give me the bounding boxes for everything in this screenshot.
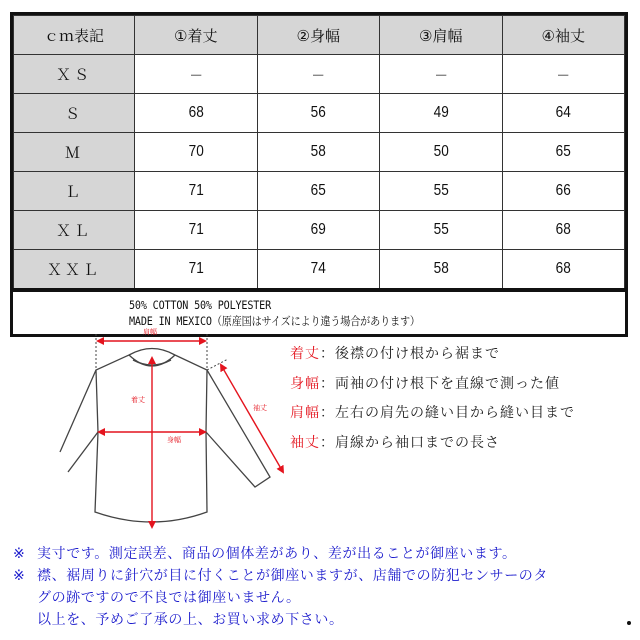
cell-shoulder-width: 55 <box>389 211 493 250</box>
cell-sleeve-length: 65 <box>511 133 615 172</box>
table-row <box>14 211 625 250</box>
cell-body-width: 58 <box>266 133 370 172</box>
size-label: ＸＳ <box>14 55 135 94</box>
cell-length: 71 <box>144 250 248 290</box>
note-line <box>13 565 548 587</box>
cell-shoulder-width: － <box>389 55 493 94</box>
header-sleeve-length: ④袖丈 <box>502 16 625 55</box>
cell-sleeve-length: 68 <box>511 211 615 250</box>
cell-length: 68 <box>144 94 248 133</box>
size-label: Ｌ <box>14 172 135 211</box>
shirt-icon <box>0 322 290 537</box>
size-table <box>10 12 628 337</box>
table-row <box>14 55 625 94</box>
label-body-width: 身幅 <box>167 436 181 444</box>
material-composition: 50% COTTON 50% POLYESTER <box>129 298 272 312</box>
cell-sleeve-length: 66 <box>511 172 615 211</box>
note-text: 実寸です。測定誤差、商品の個体差があり、差が出ることが御座います。 <box>37 546 517 562</box>
header-body-width: ②身幅 <box>257 16 380 55</box>
note-line <box>13 543 548 565</box>
legend-item <box>290 402 575 432</box>
cell-shoulder-width: 50 <box>389 133 493 172</box>
table-header-row <box>14 16 625 55</box>
cell-shoulder-width: 58 <box>389 250 493 290</box>
note-line: 以上を、予めご了承の上、お買い求め下さい。 <box>37 612 344 628</box>
legend-term: 着丈 <box>290 346 320 362</box>
legend-desc: ：後襟の付け根から裾まで <box>320 346 500 362</box>
cell-body-width: － <box>266 55 370 94</box>
table-row <box>14 94 625 133</box>
header-shoulder-width: ③肩幅 <box>380 16 503 55</box>
cell-length: 71 <box>144 211 248 250</box>
header-cm: ｃｍ表記 <box>14 16 135 55</box>
note-mark-icon: ※ <box>13 568 26 584</box>
note-text: 襟、裾周りに針穴が目に付くことが御座いますが、店舗での防犯センサーのタ <box>37 568 548 584</box>
size-label: Ｍ <box>14 133 135 172</box>
cell-body-width: 69 <box>266 211 370 250</box>
measurement-legend <box>290 343 575 461</box>
shirt-measurement-diagram <box>0 322 290 537</box>
note-mark-icon: ※ <box>13 546 26 562</box>
cell-length: 71 <box>144 172 248 211</box>
header-length: ①着丈 <box>135 16 258 55</box>
note-line: グの跡ですので不良では御座いません。 <box>37 590 301 606</box>
size-label: Ｓ <box>14 94 135 133</box>
legend-term: 袖丈 <box>290 434 320 451</box>
legend-desc: ：肩線から袖口までの長さ <box>320 434 500 451</box>
table-row <box>14 172 625 211</box>
cell-body-width: 56 <box>266 94 370 133</box>
cell-length: 70 <box>144 133 248 172</box>
legend-item <box>290 373 575 403</box>
table-row <box>14 133 625 172</box>
cell-sleeve-length: 64 <box>511 94 615 133</box>
legend-term: 身幅 <box>290 375 320 392</box>
legend-desc: ：両袖の付け根下を直線で測った値 <box>320 375 560 392</box>
country-of-origin: MADE IN MEXICO（原産国はサイズにより違う場合があります） <box>129 314 420 328</box>
label-length: 着丈 <box>131 396 145 404</box>
label-sleeve-length: 袖丈 <box>253 404 267 412</box>
cell-sleeve-length: － <box>511 55 615 94</box>
legend-term: 肩幅 <box>290 405 320 421</box>
size-label: ＸＸＬ <box>14 250 135 290</box>
legend-item <box>290 343 575 373</box>
cell-shoulder-width: 49 <box>389 94 493 133</box>
notes <box>13 543 548 631</box>
cell-shoulder-width: 55 <box>389 172 493 211</box>
cell-sleeve-length: 68 <box>511 250 615 290</box>
legend-item <box>290 432 575 462</box>
size-label: ＸＬ <box>14 211 135 250</box>
dot-mark <box>627 621 631 625</box>
cell-body-width: 74 <box>266 250 370 290</box>
label-shoulder-width: 肩幅 <box>143 328 157 336</box>
table-row <box>14 250 625 290</box>
legend-desc: ：左右の肩先の縫い目から縫い目まで <box>320 405 575 421</box>
cell-length: － <box>144 55 248 94</box>
cell-body-width: 65 <box>266 172 370 211</box>
